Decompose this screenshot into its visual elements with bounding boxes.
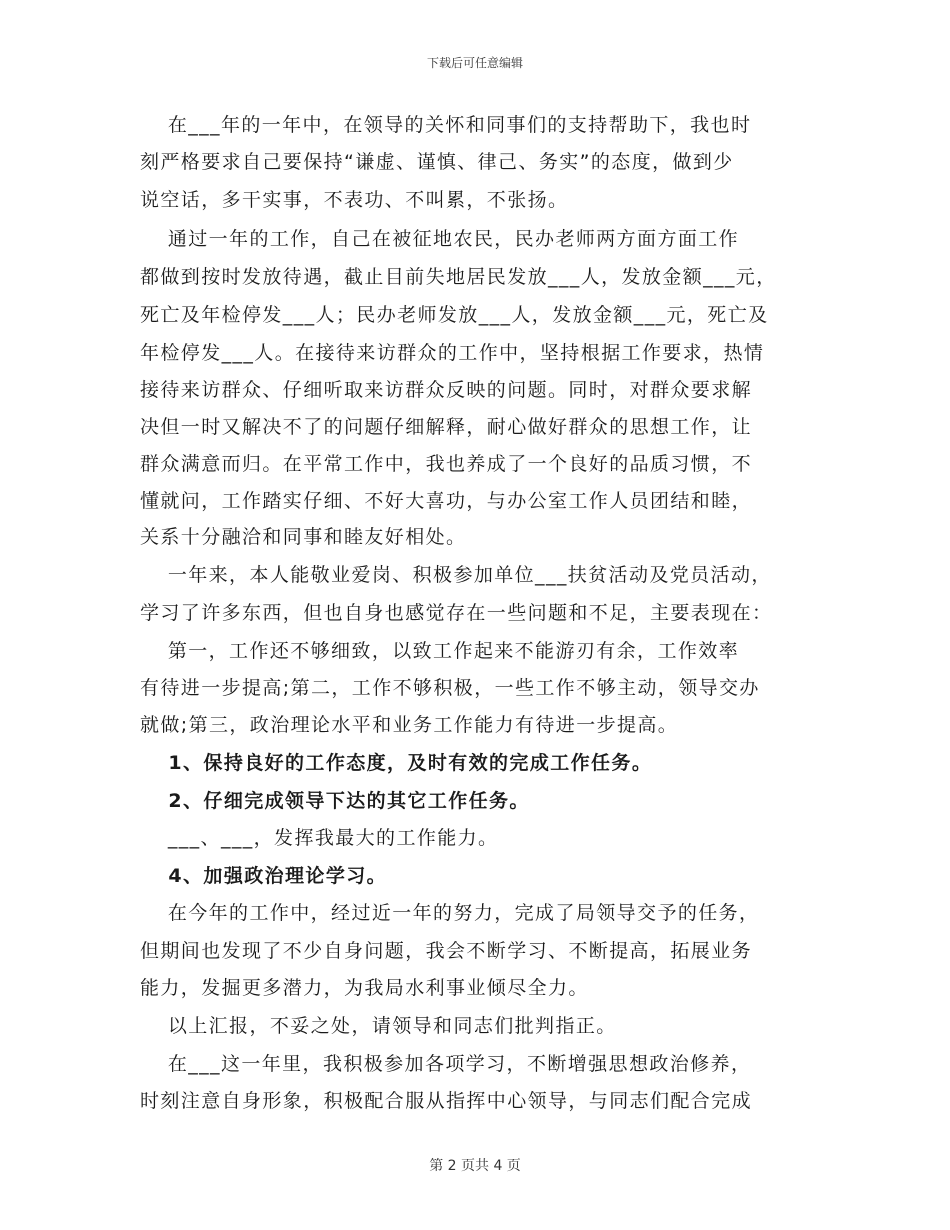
body-line: 刻严格要求自己要保持“谦虚、谨慎、律己、务实”的态度，做到少: [140, 151, 734, 173]
body-line: 在___年的一年中，在领导的关怀和同事们的支持帮助下，我也时: [140, 114, 752, 136]
list-item: 2、仔细完成领导下达的其它工作任务。: [140, 790, 530, 812]
page-header: 下载后可任意编辑: [426, 56, 523, 70]
body-line: 懂就问，工作踏实仔细、不好大喜功，与办公室工作人员团结和睦，: [140, 490, 753, 512]
body-line: 时刻注意自身形象，积极配合服从指挥中心领导，与同志们配合完成: [140, 1090, 753, 1112]
body-line: 但期间也发现了不少自身问题，我会不断学习、不断提高，拓展业务: [140, 940, 753, 962]
list-item: 4、加强政治理论学习。: [140, 865, 388, 887]
body-line: 能力，发掘更多潜力，为我局水利事业倾尽全力。: [140, 977, 589, 999]
body-line: 关系十分融洽和同事和睦友好相处。: [140, 526, 467, 548]
list-item: 1、保持良好的工作态度，及时有效的完成工作任务。: [140, 752, 653, 774]
body-line: 有待进一步提高;第二，工作不够积极，一些工作不够主动，领导交办: [140, 677, 760, 699]
body-line: 一年来，本人能敬业爱岗、积极参加单位___扶贫活动及党员活动，: [140, 564, 772, 586]
body-line: 就做;第三，政治理论水平和业务工作能力有待进一步提高。: [140, 714, 679, 736]
body-line: 在今年的工作中，经过近一年的努力，完成了局领导交予的任务，: [140, 902, 760, 924]
list-item: ___、___，发挥我最大的工作能力。: [140, 827, 499, 849]
body-line: 通过一年的工作，自己在被征地农民，民办老师两方面方面工作: [140, 228, 740, 250]
body-line: 说空话，多干实事，不表功、不叫累，不张扬。: [140, 189, 569, 211]
body-line: 以上汇报，不妥之处，请领导和同志们批判指正。: [140, 1015, 617, 1037]
body-line: 在___这一年里，我积极参加各项学习，不断增强思想政治修养，: [140, 1053, 752, 1075]
body-line: 群众满意而归。在平常工作中，我也养成了一个良好的品质习惯，不: [140, 453, 753, 475]
body-line: 决但一时又解决不了的问题仔细解释，耐心做好群众的思想工作，让: [140, 416, 753, 438]
body-line: 接待来访群众、仔细听取来访群众反映的问题。同时，对群众要求解: [140, 379, 753, 401]
body-line: 死亡及年检停发___人；民办老师发放___人，发放金额___元，死亡及: [140, 304, 769, 326]
body-line: 第一，工作还不够细致，以致工作起来不能游刃有余，工作效率: [140, 640, 740, 662]
body-line: 学习了许多东西，但也自身也感觉存在一些问题和不足，主要表现在：: [140, 602, 773, 624]
body-line: 都做到按时发放待遇，截止目前失地居民发放___人，发放金额___元，: [140, 266, 777, 288]
body-line: 年检停发___人。在接待来访群众的工作中，坚持根据工作要求，热情: [140, 342, 765, 364]
page-footer: 第 2 页共 4 页: [429, 1158, 521, 1174]
